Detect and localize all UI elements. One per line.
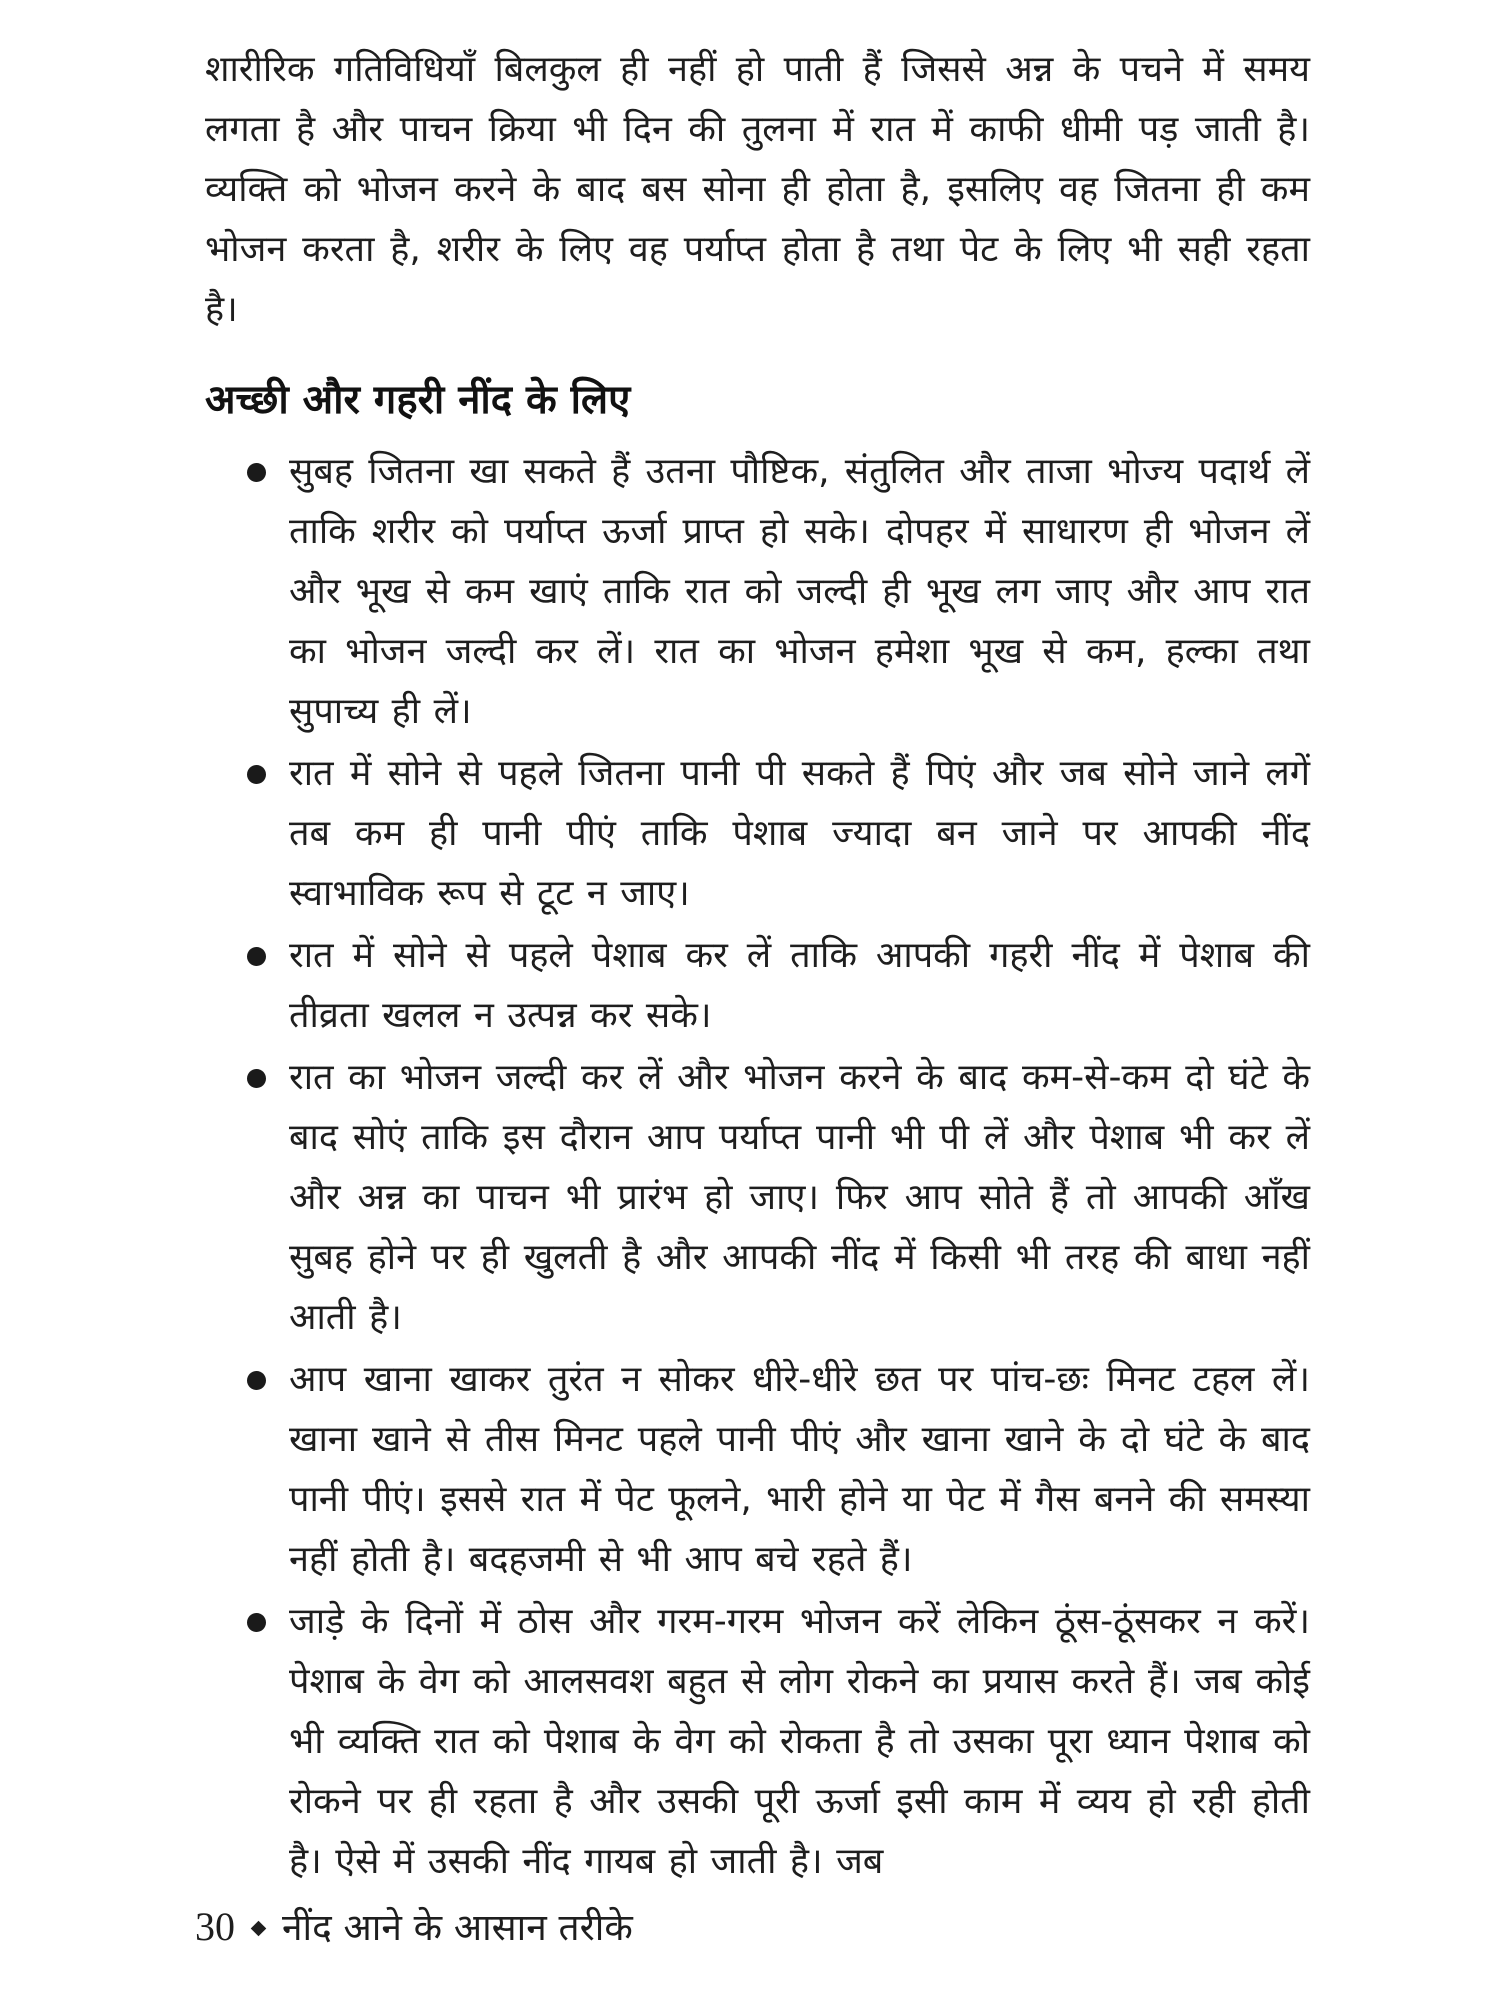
list-item (205, 926, 1310, 1046)
diamond-icon (251, 1921, 267, 1937)
bullet-icon (247, 463, 266, 482)
book-title: नींद आने के आसान तरीके (282, 1906, 633, 1949)
page-number: 30 (195, 1904, 235, 1949)
bullet-text: रात में सोने से पहले पेशाब कर लें ताकि आपकी गहरी नींद में पेशाब की तीव्रता खलल न उत्पन्न कर सके। (289, 935, 1310, 1036)
list-item (205, 442, 1310, 742)
list-item (205, 1048, 1310, 1348)
bullet-icon (247, 1371, 266, 1390)
bullet-list (205, 442, 1310, 1892)
bullet-icon (247, 947, 266, 966)
bullet-text: जाड़े के दिनों में ठोस और गरम-गरम भोजन करें लेकिन ठूंस-ठूंसकर न करें। पेशाब के वेग को आलसवश बहुत से लोग रोकने का प्रयास करते हैं। जब कोई भी व्यक्ति रात को पेशाब के वेग को रोकता है तो उसका पूरा ध्यान पेशाब को रोकने पर ही रहता है और उसकी पूरी ऊर्जा इसी काम में व्यय हो रही होती है। ऐसे में उसकी नींद गायब हो जाती है। जब (289, 1601, 1310, 1882)
page-body (205, 40, 1310, 1894)
section-heading: अच्छी और गहरी नींद के लिए (205, 377, 631, 423)
bullet-icon (247, 1069, 266, 1088)
bullet-text: सुबह जितना खा सकते हैं उतना पौष्टिक, संतुलित और ताजा भोज्य पदार्थ लें ताकि शरीर को पर्याप्त ऊर्जा प्राप्त हो सके। दोपहर में साधारण ही भोजन लें और भूख से कम खाएं ताकि रात को जल्दी ही भूख लग जाए और आप रात का भोजन जल्दी कर लें। रात का भोजन हमेशा भूख से कम, हल्का तथा सुपाच्य ही लें। (289, 451, 1310, 732)
bullet-text: रात का भोजन जल्दी कर लें और भोजन करने के बाद कम-से-कम दो घंटे के बाद सोएं ताकि इस दौरान आप पर्याप्त पानी भी पी लें और पेशाब भी कर लें और अन्न का पाचन भी प्रारंभ हो जाए। फिर आप सोते हैं तो आपकी आँख सुबह होने पर ही खुलती है और आपकी नींद में किसी भी तरह की बाधा नहीं आती है। (289, 1057, 1310, 1338)
bullet-icon (247, 765, 266, 784)
bullet-text: आप खाना खाकर तुरंत न सोकर धीरे-धीरे छत पर पांच-छः मिनट टहल लें। खाना खाने से तीस मिनट पहले पानी पीएं और खाना खाने के दो घंटे के बाद पानी पीएं। इससे रात में पेट फूलने, भारी होने या पेट में गैस बनने की समस्या नहीं होती है। बदहजमी से भी आप बचे रहते हैं। (289, 1359, 1310, 1580)
bullet-icon (247, 1613, 266, 1632)
intro-paragraph: शारीरिक गतिविधियाँ बिलकुल ही नहीं हो पाती हैं जिससे अन्न के पचने में समय लगता है और पाचन क्रिया भी दिन की तुलना में रात में काफी धीमी पड़ जाती है। व्यक्ति को भोजन करने के बाद बस सोना ही होता है, इसलिए वह जितना ही कम भोजन करता है, शरीर के लिए वह पर्याप्त होता है तथा पेट के लिए भी सही रहता है। (205, 49, 1310, 330)
list-item (205, 1350, 1310, 1590)
bullet-text: रात में सोने से पहले जितना पानी पी सकते हैं पिएं और जब सोने जाने लगें तब कम ही पानी पीएं ताकि पेशाब ज्यादा बन जाने पर आपकी नींद स्वाभाविक रूप से टूट न जाए। (289, 753, 1310, 914)
page-footer (195, 1902, 633, 1953)
list-item (205, 744, 1310, 924)
list-item (205, 1592, 1310, 1892)
